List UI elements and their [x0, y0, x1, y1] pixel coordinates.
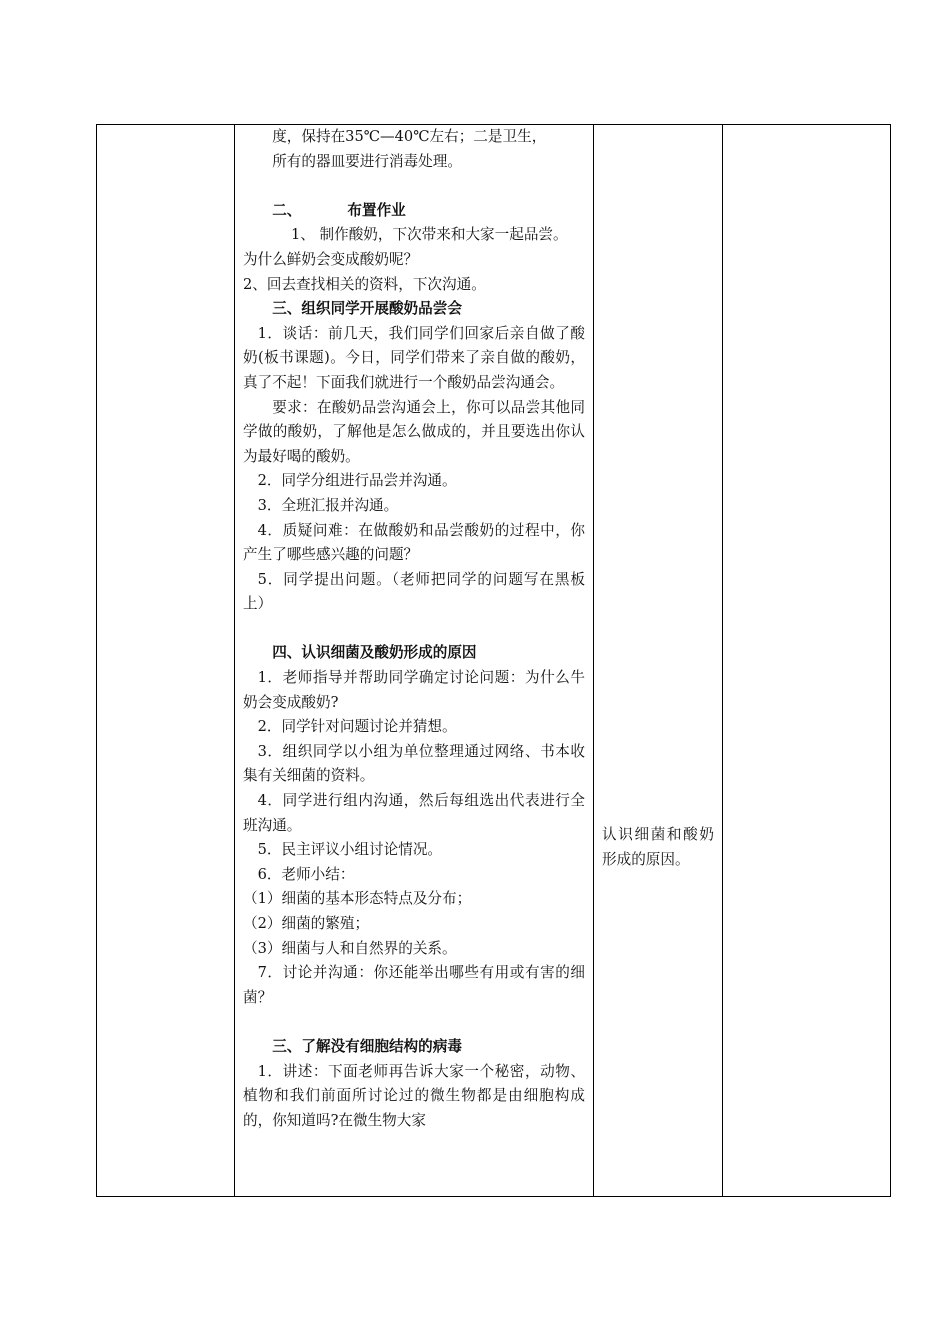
column-empty-right [723, 125, 891, 1197]
list-item: 5．民主评议小组讨论情况。 [257, 841, 443, 859]
list-item: 1．老师指导并帮助同学确定讨论问题：为什么牛奶会变成酸奶? [243, 669, 585, 711]
paragraph: 度，保持在35℃—40℃左右；二是卫生， [272, 128, 547, 145]
list-item: （2）细菌的繁殖； [243, 915, 370, 932]
section-heading-bacteria: 四、认识细菌及酸奶形成的原因 [272, 644, 477, 662]
paragraph: 为什么鲜奶会变成酸奶呢？ [243, 250, 419, 268]
teaching-goal-cell [594, 125, 723, 1197]
paragraph: 所有的器皿要进行消毒处理。 [272, 152, 462, 170]
list-item: 2．同学针对问题讨论并猜想。 [257, 718, 457, 736]
list-item: 3．组织同学以小组为单位整理通过网络、书本收集有关细菌的资料。 [243, 742, 585, 785]
list-item: 7．讨论并沟通：你还能举出哪些有用或有害的细菌？ [243, 964, 585, 1006]
list-item: （1）细菌的基本形态特点及分布； [243, 890, 472, 908]
teaching-process-cell [235, 125, 594, 1197]
paragraph: 要求：在酸奶品尝沟通会上，你可以品尝其他同学做的酸奶，了解他是怎么做成的，并且要选出你认为最好喝的酸奶。 [243, 398, 585, 465]
list-item: 5．同学提出问题。（老师把同学的问题写在黑板上） [243, 570, 585, 613]
goal-text [594, 823, 722, 872]
list-item: （3）细菌与人和自然界的关系。 [243, 939, 457, 957]
paragraph: 认识细菌和酸奶形成的原因。 [602, 826, 714, 868]
teaching-content [235, 125, 593, 1133]
column-empty-left [97, 125, 235, 1197]
paragraph: 1．谈话：前几天，我们同学们回家后亲自做了酸奶(板书课题)。今日，同学们带来了亲自做的酸奶，真了不起！下面我们就进行一个酸奶品尝沟通会。 [243, 324, 585, 391]
paragraph: 2、回去查找相关的资料，下次沟通。 [243, 275, 486, 293]
list-item: 3．全班汇报并沟通。 [257, 496, 399, 514]
list-item: 6．老师小结： [257, 865, 355, 883]
section-heading-tasting: 三、组织同学开展酸奶品尝会 [272, 300, 462, 318]
table-row [97, 125, 891, 1197]
list-item: 4．质疑问难：在做酸奶和品尝酸奶的过程中，你产生了哪些感兴趣的问题？ [243, 521, 585, 564]
list-item: 2．同学分组进行品尝并沟通。 [257, 472, 457, 490]
paragraph: 1．讲述：下面老师再告诉大家一个秘密，动物、植物和我们前面所讨论过的微生物都是由细胞构成的，你知道吗?在微生物大家 [243, 1062, 585, 1129]
section-heading-assignment: 二、 布置作业 [272, 201, 406, 219]
list-item: 1、 制作酸奶，下次带来和大家一起品尝。 [291, 226, 568, 244]
lesson-plan-table [96, 124, 891, 1197]
list-item: 4．同学进行组内沟通，然后每组选出代表进行全班沟通。 [243, 792, 585, 834]
section-heading-virus: 三、了解没有细胞结构的病毒 [272, 1037, 462, 1055]
